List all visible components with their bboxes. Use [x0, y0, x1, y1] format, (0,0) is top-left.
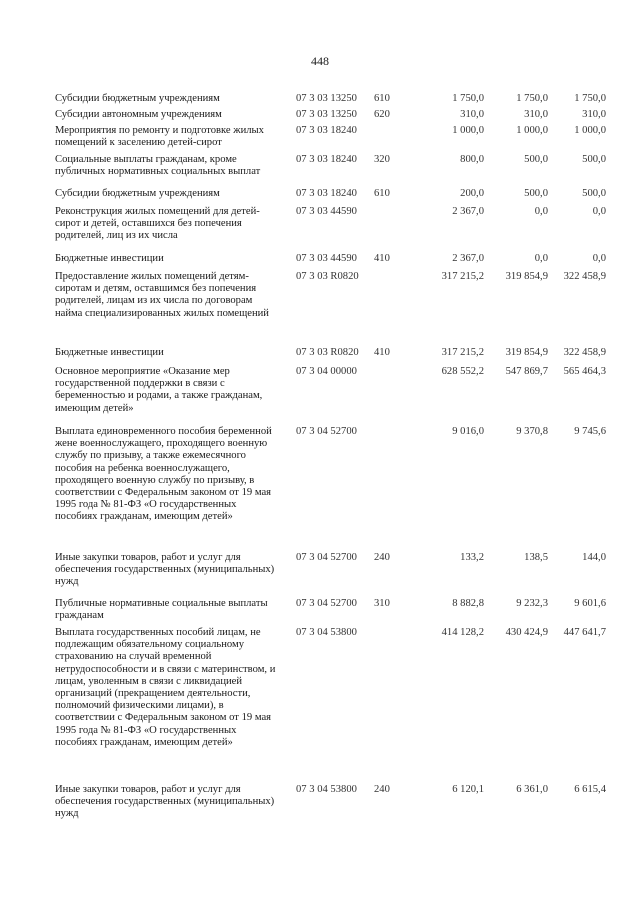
row-amount-year1: 1 000,0: [452, 125, 484, 136]
row-amount-year3: 322 458,9: [563, 347, 606, 358]
row-amount-year2: 9 232,3: [516, 598, 548, 609]
row-amount-year3: 1 750,0: [574, 93, 606, 104]
row-amount-year2: 1 750,0: [516, 93, 548, 104]
row-amount-year3: 0,0: [592, 253, 606, 264]
row-amount-year1: 310,0: [460, 109, 484, 120]
row-amount-year3: 9 745,6: [574, 426, 606, 437]
row-target-code: 07 3 04 52700: [296, 426, 357, 437]
row-amount-year3: 565 464,3: [563, 366, 606, 377]
row-amount-year3: 1 000,0: [574, 125, 606, 136]
row-amount-year1: 2 367,0: [452, 206, 484, 217]
row-amount-year2: 0,0: [534, 206, 548, 217]
row-amount-year2: 1 000,0: [516, 125, 548, 136]
row-amount-year2: 500,0: [524, 154, 548, 165]
row-amount-year2: 430 424,9: [505, 627, 548, 638]
row-amount-year2: 6 361,0: [516, 784, 548, 795]
row-amount-year2: 9 370,8: [516, 426, 548, 437]
row-target-code: 07 3 03 18240: [296, 188, 357, 199]
row-amount-year1: 800,0: [460, 154, 484, 165]
row-amount-year1: 628 552,2: [441, 366, 484, 377]
row-amount-year1: 8 882,8: [452, 598, 484, 609]
row-amount-year3: 500,0: [582, 188, 606, 199]
row-amount-year1: 1 750,0: [452, 93, 484, 104]
row-amount-year3: 0,0: [592, 206, 606, 217]
row-amount-year3: 6 615,4: [574, 784, 606, 795]
row-description: Предоставление жилых помещений детям-сиротам и детям, оставшимся без попечения родителей, лицам из их числа по договорам найма специализированных жилых помещений: [55, 271, 269, 319]
row-target-code: 07 3 03 R0820: [296, 347, 359, 358]
row-expense-type: 310: [374, 598, 390, 609]
row-expense-type: 610: [374, 93, 390, 104]
row-target-code: 07 3 04 52700: [296, 552, 357, 563]
row-expense-type: 410: [374, 253, 390, 264]
row-expense-type: 620: [374, 109, 390, 120]
row-amount-year1: 317 215,2: [441, 271, 484, 282]
row-amount-year2: 310,0: [524, 109, 548, 120]
row-amount-year3: 144,0: [582, 552, 606, 563]
row-amount-year3: 310,0: [582, 109, 606, 120]
row-amount-year1: 9 016,0: [452, 426, 484, 437]
row-description: Субсидии автономным учреждениям: [55, 109, 222, 120]
row-amount-year2: 319 854,9: [505, 271, 548, 282]
row-target-code: 07 3 03 18240: [296, 125, 357, 136]
row-amount-year2: 138,5: [524, 552, 548, 563]
row-amount-year1: 133,2: [460, 552, 484, 563]
row-target-code: 07 3 03 R0820: [296, 271, 359, 282]
row-target-code: 07 3 03 44590: [296, 253, 357, 264]
row-amount-year3: 322 458,9: [563, 271, 606, 282]
row-amount-year2: 319 854,9: [505, 347, 548, 358]
row-amount-year2: 500,0: [524, 188, 548, 199]
row-target-code: 07 3 04 00000: [296, 366, 357, 377]
row-expense-type: 240: [374, 784, 390, 795]
row-amount-year2: 547 869,7: [505, 366, 548, 377]
row-target-code: 07 3 03 13250: [296, 93, 357, 104]
row-description: Публичные нормативные социальные выплаты гражданам: [55, 598, 268, 622]
row-description: Бюджетные инвестиции: [55, 253, 164, 264]
row-description: Субсидии бюджетным учреждениям: [55, 188, 220, 199]
row-amount-year3: 500,0: [582, 154, 606, 165]
row-target-code: 07 3 03 18240: [296, 154, 357, 165]
row-amount-year3: 447 641,7: [563, 627, 606, 638]
row-amount-year1: 317 215,2: [441, 347, 484, 358]
row-description: Мероприятия по ремонту и подготовке жилых помещений к заселению детей-сирот: [55, 125, 264, 149]
row-expense-type: 320: [374, 154, 390, 165]
row-description: Бюджетные инвестиции: [55, 347, 164, 358]
row-amount-year2: 0,0: [534, 253, 548, 264]
row-target-code: 07 3 03 13250: [296, 109, 357, 120]
row-target-code: 07 3 03 44590: [296, 206, 357, 217]
row-target-code: 07 3 04 53800: [296, 627, 357, 638]
row-amount-year1: 2 367,0: [452, 253, 484, 264]
row-description: Основное мероприятие «Оказание мер государственной поддержки в связи с беременностью и родами, а также гражданам, имеющим детей»: [55, 366, 263, 414]
row-expense-type: 610: [374, 188, 390, 199]
row-description: Реконструкция жилых помещений для детей-сирот и детей, оставшихся без попечения родителей, лиц из их числа: [55, 206, 260, 242]
row-target-code: 07 3 04 52700: [296, 598, 357, 609]
page-number: 448: [311, 54, 329, 68]
row-amount-year1: 200,0: [460, 188, 484, 199]
row-target-code: 07 3 04 53800: [296, 784, 357, 795]
row-description: Социальные выплаты гражданам, кроме публичных нормативных социальных выплат: [55, 154, 261, 178]
row-amount-year3: 9 601,6: [574, 598, 606, 609]
row-description: Иные закупки товаров, работ и услуг для обеспечения государственных (муниципальных) нужд: [55, 552, 275, 588]
row-expense-type: 410: [374, 347, 390, 358]
row-description: Субсидии бюджетным учреждениям: [55, 93, 220, 104]
row-expense-type: 240: [374, 552, 390, 563]
row-description: Выплата единовременного пособия беременной жене военнослужащего, проходящего военную службу по призыву, а также ежемесячного пособия на ребенка военнослужащего, проходящего военную службу по призыву, в соответствии с Федеральным законом от 19 мая 1995 года № 81-ФЗ «О государственных пособиях гражданам, имеющим детей»: [55, 426, 272, 523]
row-amount-year1: 414 128,2: [441, 627, 484, 638]
row-description: Выплата государственных пособий лицам, не подлежащим обязательному социальному страхованию на случай временной нетрудоспособности и в связи с материнством, и лицам, уволенным в связи с ликвидацией организаций (прекращением деятельности, полномочий физическими лицами), в соответствии с Федеральным законом от 19 мая 1995 года № 81-ФЗ «О государственных пособиях гражданам, имеющим детей»: [55, 627, 276, 748]
row-amount-year1: 6 120,1: [452, 784, 484, 795]
row-description: Иные закупки товаров, работ и услуг для обеспечения государственных (муниципальных) нужд: [55, 784, 275, 820]
